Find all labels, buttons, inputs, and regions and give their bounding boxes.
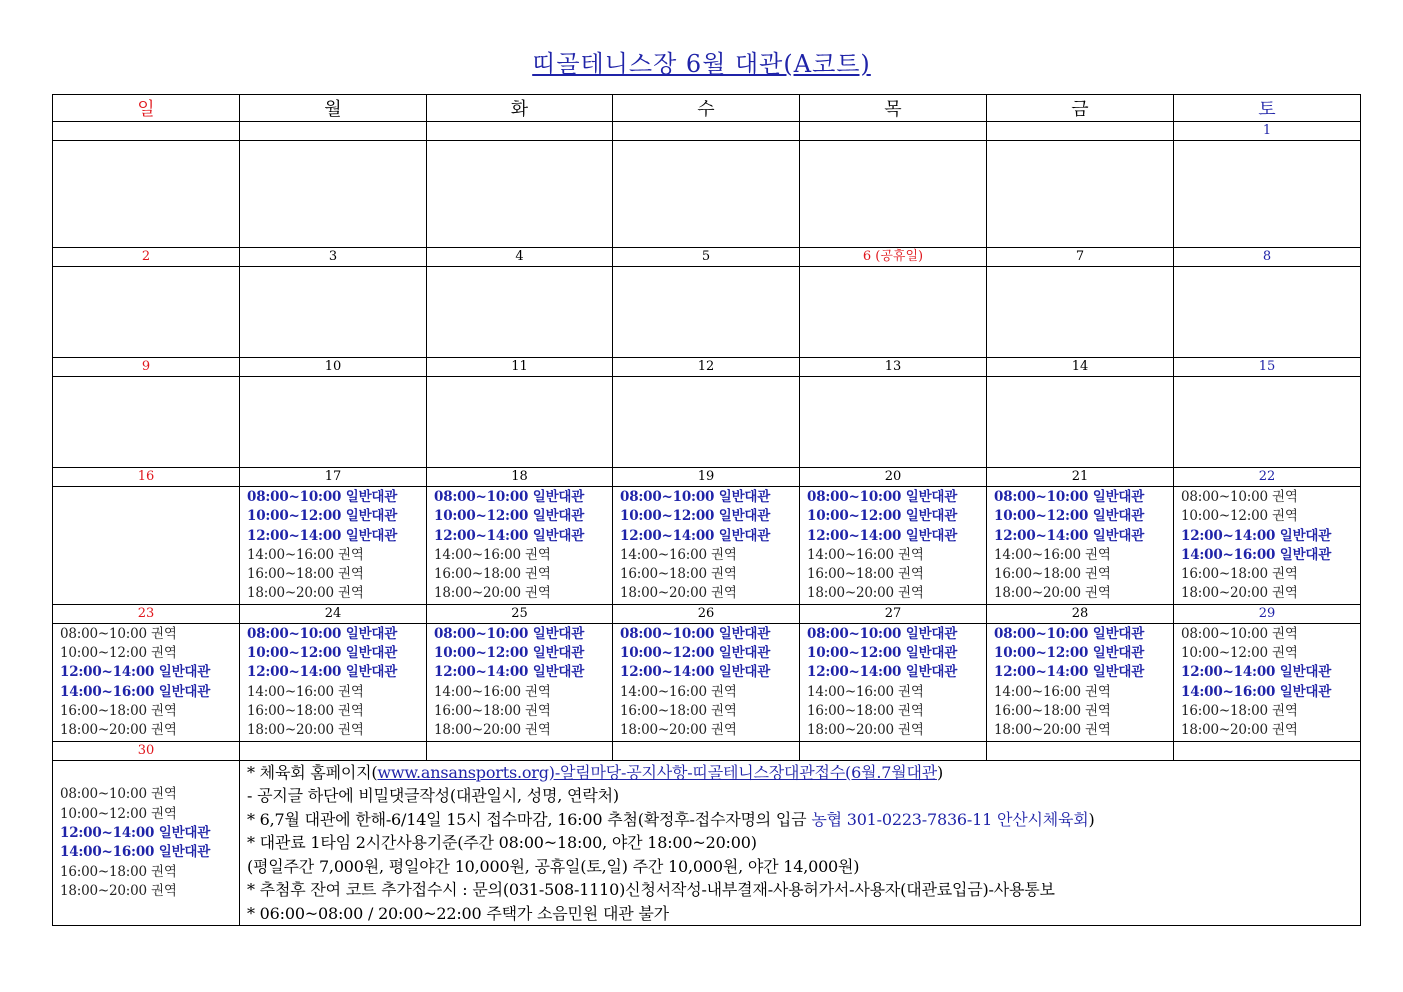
time-slot-rental: 12:00~14:00 일반대관 [60,664,211,681]
date-cell: 11 [427,358,613,377]
day-cell [427,487,613,605]
day-cell [987,487,1174,605]
day-cell [800,141,987,248]
day-cell [427,267,613,358]
time-slot-rental: 14:00~16:00 일반대관 [60,683,211,700]
time-slot-regional: 08:00~10:00 권역 [60,786,177,803]
time-slot-list [987,624,1173,741]
time-slot-regional: 08:00~10:00 권역 [1181,489,1298,505]
time-slot-rental: 12:00~14:00 일반대관 [994,664,1145,681]
date-cell [987,741,1174,760]
time-slot-regional: 16:00~18:00 권역 [807,566,924,583]
day-cell [987,141,1174,248]
date-cell: 13 [800,358,987,377]
day-cell [427,623,613,741]
time-slot-rental: 08:00~10:00 일반대관 [994,625,1145,642]
time-slot-regional: 14:00~16:00 권역 [807,683,924,700]
day-cell [427,377,613,468]
time-slot-list [53,487,239,488]
date-cell: 12 [613,358,800,377]
day-cell [1174,267,1361,358]
time-slot-regional: 16:00~18:00 권역 [434,702,551,719]
time-slot-rental: 08:00~10:00 일반대관 [434,625,585,642]
day-cell [240,623,427,741]
time-slot-regional: 16:00~18:00 권역 [1181,702,1298,719]
date-cell [427,122,613,141]
note-additional: * 추첨후 잔여 코트 추가접수시 : 문의(031-508-1110)신청서작성-내부결재-사용허가서-사용자(대관료입금)-사용통보 [247,880,1055,900]
date-cell: 24 [240,604,427,623]
date-cell: 10 [240,358,427,377]
date-cell: 19 [613,468,800,487]
time-slot-regional: 10:00~12:00 권역 [60,805,177,822]
date-cell: 15 [1174,358,1361,377]
time-slot-regional: 16:00~18:00 권역 [60,702,177,719]
week-2-schedule [53,267,1361,358]
day-cell [240,487,427,605]
time-slot-rental: 10:00~12:00 일반대관 [247,645,398,662]
day-cell [1174,141,1361,248]
day-cell [53,377,240,468]
day-cell [987,623,1174,741]
date-cell-holiday: 6 (공휴일) [800,248,987,267]
time-slot-regional: 18:00~20:00 권역 [434,722,551,739]
day-cell [240,377,427,468]
week-3-schedule [53,377,1361,468]
time-slot-list [53,784,239,901]
time-slot-rental: 08:00~10:00 일반대관 [807,625,958,642]
note-deadline: * 6,7월 대관에 한해-6/14일 15시 접수마감, 16:00 추첨(확정후-접수자명의 입금 농협 301-0223-7836-11 안산시체육회) [247,809,1095,829]
day-cell [1174,623,1361,741]
time-slot-rental: 12:00~14:00 일반대관 [1181,664,1332,681]
time-slot-regional: 16:00~18:00 권역 [620,702,737,719]
date-cell: 7 [987,248,1174,267]
date-cell: 18 [427,468,613,487]
rental-calendar [52,94,1361,926]
time-slot-regional: 18:00~20:00 권역 [620,722,737,739]
time-slot-regional: 08:00~10:00 권역 [60,625,177,642]
time-slot-list [613,487,799,604]
time-slot-list [1174,624,1360,741]
time-slot-rental: 12:00~14:00 일반대관 [247,527,398,544]
time-slot-rental: 08:00~10:00 일반대관 [247,489,398,505]
date-cell: 17 [240,468,427,487]
week-3-dates [53,358,1361,377]
time-slot-regional: 18:00~20:00 권역 [60,722,177,739]
date-cell [1174,741,1361,760]
time-slot-rental: 10:00~12:00 일반대관 [620,508,771,525]
time-slot-rental: 14:00~16:00 일반대관 [1181,546,1332,563]
time-slot-rental: 10:00~12:00 일반대관 [247,508,398,525]
date-cell: 28 [987,604,1174,623]
time-slot-rental: 10:00~12:00 일반대관 [434,508,585,525]
weekday-header-row [53,95,1361,122]
week-1-schedule [53,141,1361,248]
day-cell [53,623,240,741]
date-cell [53,122,240,141]
day-cell [987,267,1174,358]
time-slot-rental: 08:00~10:00 일반대관 [434,489,585,505]
day-cell [240,141,427,248]
bank-account: 농협 301-0223-7836-11 안산시체육회 [811,809,1089,829]
time-slot-regional: 16:00~18:00 권역 [807,702,924,719]
time-slot-regional: 18:00~20:00 권역 [994,585,1111,602]
week-2-dates [53,248,1361,267]
time-slot-regional: 08:00~10:00 권역 [1181,625,1298,642]
note-comment: - 공지글 하단에 비밀댓글작성(대관일시, 성명, 연락처) [247,786,619,806]
week-1-dates [53,122,1361,141]
time-slot-regional: 14:00~16:00 권역 [434,546,551,563]
page-title: 띠골테니스장 6월 대관(A코트) [532,50,871,78]
time-slot-list [1174,487,1360,604]
date-cell: 20 [800,468,987,487]
time-slot-rental: 10:00~12:00 일반대관 [434,645,585,662]
time-slot-rental: 10:00~12:00 일반대관 [807,508,958,525]
date-cell: 4 [427,248,613,267]
time-slot-regional: 18:00~20:00 권역 [247,722,364,739]
time-slot-rental: 12:00~14:00 일반대관 [434,527,585,544]
time-slot-rental: 10:00~12:00 일반대관 [620,645,771,662]
weekday-wed: 수 [613,95,800,122]
time-slot-regional: 14:00~16:00 권역 [994,546,1111,563]
week-5-schedule [53,623,1361,741]
day-cell [800,623,987,741]
day-cell [1174,487,1361,605]
time-slot-regional: 18:00~20:00 권역 [247,585,364,602]
time-slot-regional: 18:00~20:00 권역 [434,585,551,602]
date-cell: 21 [987,468,1174,487]
time-slot-list [800,624,986,741]
time-slot-rental: 12:00~14:00 일반대관 [247,664,398,681]
notes-panel [240,760,1361,926]
date-cell: 14 [987,358,1174,377]
time-slot-regional: 14:00~16:00 권역 [994,683,1111,700]
time-slot-list [240,624,426,741]
time-slot-regional: 10:00~12:00 권역 [1181,508,1298,525]
date-cell [613,122,800,141]
date-cell: 23 [53,604,240,623]
day-cell [1174,377,1361,468]
time-slot-regional: 18:00~20:00 권역 [1181,585,1298,602]
weekday-thu: 목 [800,95,987,122]
date-cell [240,122,427,141]
date-cell [800,122,987,141]
week-4-schedule [53,487,1361,605]
time-slot-regional: 16:00~18:00 권역 [434,566,551,583]
time-slot-regional: 16:00~18:00 권역 [620,566,737,583]
time-slot-regional: 18:00~20:00 권역 [60,882,177,899]
time-slot-list [427,624,612,741]
time-slot-rental: 12:00~14:00 일반대관 [620,527,771,544]
time-slot-rental: 10:00~12:00 일반대관 [994,508,1145,525]
time-slot-regional: 14:00~16:00 권역 [434,683,551,700]
date-cell [240,741,427,760]
day-cell [53,487,240,605]
time-slot-rental: 10:00~12:00 일반대관 [994,645,1145,662]
day-cell [800,377,987,468]
time-slot-list [240,487,426,604]
day-cell [987,377,1174,468]
day-cell [613,623,800,741]
date-cell: 1 [1174,122,1361,141]
time-slot-list [427,487,612,604]
time-slot-rental: 12:00~14:00 일반대관 [434,664,585,681]
week-6-dates [53,741,1361,760]
note-fee-amounts: (평일주간 7,000원, 평일야간 10,000원, 공휴일(토,일) 주간 10,000원, 야간 14,000원) [247,856,860,876]
day-cell [800,267,987,358]
time-slot-rental: 08:00~10:00 일반대관 [620,625,771,642]
day-cell [800,487,987,605]
date-cell [613,741,800,760]
homepage-link[interactable]: www.ansansports.org)-알림마당-공지사항-띠골테니스장대관접수(6월.7월대관 [377,762,937,782]
note-noise: * 06:00~08:00 / 20:00~22:00 주택가 소음민원 대관 불가 [247,903,669,923]
note-fee-basis: * 대관료 1타임 2시간사용기준(주간 08:00~18:00, 야간 18:00~20:00) [247,833,757,853]
time-slot-regional: 10:00~12:00 권역 [1181,645,1298,662]
day-cell [613,267,800,358]
weekday-sun: 일 [53,95,240,122]
date-cell [427,741,613,760]
time-slot-regional: 16:00~18:00 권역 [247,702,364,719]
time-slot-regional: 14:00~16:00 권역 [620,546,737,563]
day-cell [613,487,800,605]
time-slot-list [53,624,239,741]
time-slot-rental: 12:00~14:00 일반대관 [1181,527,1332,544]
time-slot-rental: 14:00~16:00 일반대관 [1181,683,1332,700]
notes-list [240,761,1360,926]
date-cell: 26 [613,604,800,623]
date-cell: 5 [613,248,800,267]
weekday-mon: 월 [240,95,427,122]
date-cell: 3 [240,248,427,267]
time-slot-regional: 16:00~18:00 권역 [1181,566,1298,583]
date-cell: 8 [1174,248,1361,267]
date-cell: 22 [1174,468,1361,487]
weekday-sat: 토 [1174,95,1361,122]
day-cell [53,141,240,248]
time-slot-regional: 14:00~16:00 권역 [247,546,364,563]
time-slot-regional: 18:00~20:00 권역 [1181,722,1298,739]
date-cell: 29 [1174,604,1361,623]
time-slot-regional: 14:00~16:00 권역 [620,683,737,700]
week-6-schedule [53,760,1361,926]
time-slot-regional: 16:00~18:00 권역 [994,566,1111,583]
note-homepage: * 체육회 홈페이지(www.ansansports.org)-알림마당-공지사항-띠골테니스장대관접수(6월.7월대관) [247,762,944,782]
weekday-fri: 금 [987,95,1174,122]
time-slot-rental: 08:00~10:00 일반대관 [620,489,771,505]
date-cell: 16 [53,468,240,487]
time-slot-regional: 18:00~20:00 권역 [620,585,737,602]
time-slot-list [613,624,799,741]
time-slot-rental: 10:00~12:00 일반대관 [807,645,958,662]
time-slot-rental: 12:00~14:00 일반대관 [994,527,1145,544]
date-cell [800,741,987,760]
time-slot-rental: 08:00~10:00 일반대관 [807,489,958,505]
day-cell [427,141,613,248]
day-cell [240,267,427,358]
time-slot-regional: 18:00~20:00 권역 [807,585,924,602]
date-cell [987,122,1174,141]
date-cell: 27 [800,604,987,623]
day-cell [53,267,240,358]
time-slot-rental: 14:00~16:00 일반대관 [60,844,211,861]
day-cell [53,760,240,926]
time-slot-regional: 16:00~18:00 권역 [60,863,177,880]
date-cell: 30 [53,741,240,760]
time-slot-list [987,487,1173,604]
day-cell [613,377,800,468]
time-slot-regional: 10:00~12:00 권역 [60,645,177,662]
day-cell [613,141,800,248]
time-slot-rental: 08:00~10:00 일반대관 [247,625,398,642]
time-slot-regional: 18:00~20:00 권역 [994,722,1111,739]
time-slot-rental: 12:00~14:00 일반대관 [620,664,771,681]
time-slot-rental: 12:00~14:00 일반대관 [60,825,211,842]
date-cell: 9 [53,358,240,377]
week-4-dates [53,468,1361,487]
week-5-dates [53,604,1361,623]
date-cell: 25 [427,604,613,623]
date-cell: 2 [53,248,240,267]
time-slot-regional: 14:00~16:00 권역 [247,683,364,700]
time-slot-regional: 16:00~18:00 권역 [994,702,1111,719]
time-slot-rental: 12:00~14:00 일반대관 [807,527,958,544]
time-slot-list [800,487,986,604]
time-slot-regional: 14:00~16:00 권역 [807,546,924,563]
weekday-tue: 화 [427,95,613,122]
time-slot-rental: 08:00~10:00 일반대관 [994,489,1145,505]
time-slot-regional: 16:00~18:00 권역 [247,566,364,583]
time-slot-regional: 18:00~20:00 권역 [807,722,924,739]
time-slot-rental: 12:00~14:00 일반대관 [807,664,958,681]
